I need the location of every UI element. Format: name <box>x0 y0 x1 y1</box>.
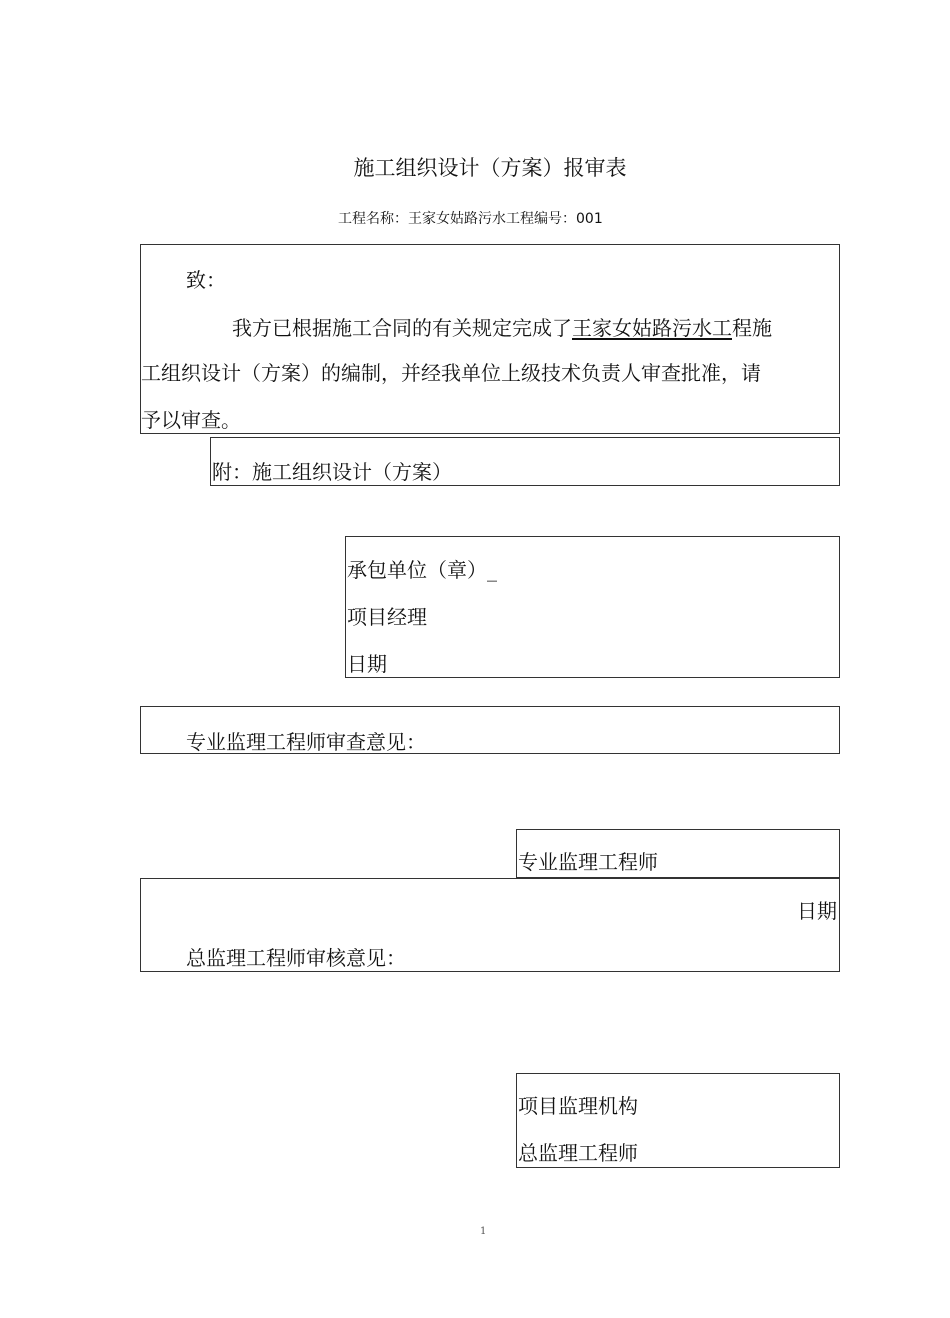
body-line-2: 工组织设计（方案）的编制，并经我单位上级技术负责人审查批准，请 <box>141 361 761 385</box>
contractor-date-label: 日期 <box>347 652 387 676</box>
body-line-1 <box>232 312 772 341</box>
specialist-date-label: 日期 <box>797 899 837 923</box>
body-line-3: 予以审查。 <box>141 408 241 432</box>
body-line-1-suffix: 程施 <box>732 316 772 340</box>
chief-engineer-label: 总监理工程师 <box>518 1141 638 1165</box>
project-name: 王家女姑路污水工 <box>572 316 732 340</box>
contractor-unit: 承包单位（章）_ <box>347 558 497 582</box>
project-info-line: 工程名称：王家女姑路污水工程编号：001 <box>338 211 603 227</box>
page-title: 施工组织设计（方案）报审表 <box>353 156 627 180</box>
chief-review-label: 总监理工程师审核意见： <box>186 946 406 970</box>
specialist-review-label: 专业监理工程师审查意见： <box>186 730 426 754</box>
body-line-1-prefix: 我方已根据施工合同的有关规定完成了 <box>232 316 572 340</box>
page-number: 1 <box>480 1226 487 1237</box>
attachment-text: 附：施工组织设计（方案） <box>212 460 452 484</box>
supervision-org-label: 项目监理机构 <box>518 1094 638 1118</box>
specialist-engineer-label: 专业监理工程师 <box>518 850 658 874</box>
project-manager-label: 项目经理 <box>347 605 427 629</box>
to-label: 致： <box>186 268 226 292</box>
